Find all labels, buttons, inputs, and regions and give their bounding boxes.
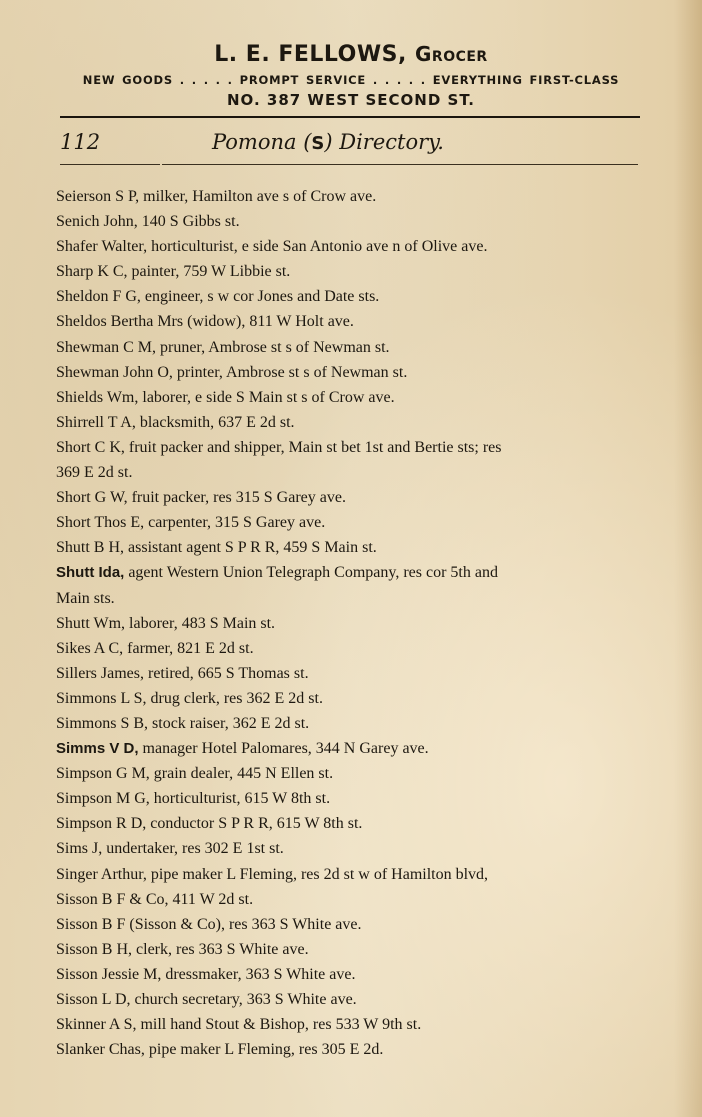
entry-text: Shewman John O, printer, Ambrose st s of Newman st. (56, 363, 408, 381)
entry-text: Shields Wm, laborer, e side S Main st s of Crow ave. (56, 388, 395, 406)
directory-entry (56, 259, 646, 284)
directory-entry (56, 560, 646, 610)
entry-text: Seierson S P, milker, Hamilton ave s of Crow ave. (56, 188, 377, 205)
directory-entry (56, 636, 646, 661)
directory-entry (56, 410, 646, 435)
directory-entry (56, 360, 646, 385)
page-number: 112 (60, 130, 101, 154)
entry-text: Simpson M G, horticulturist, 615 W 8th st. (56, 790, 331, 808)
directory-entry (56, 234, 646, 259)
directory-entries (56, 184, 646, 1062)
directory-entry (56, 937, 646, 962)
directory-title (212, 130, 444, 154)
directory-entry (56, 1012, 646, 1037)
advertiser-address: NO. 387 WEST SECOND ST. (227, 91, 475, 109)
directory-entry (56, 836, 646, 861)
entry-text: Sims J, undertaker, res 302 E 1st st. (56, 840, 284, 858)
directory-entry (56, 510, 646, 535)
directory-entry (56, 862, 646, 887)
entry-text: Sheldos Bertha Mrs (widow), 811 W Holt ave. (56, 313, 354, 331)
entry-text: Shutt B H, assistant agent S P R R, 459 S Main st. (56, 539, 377, 557)
entry-text: agent Western Union Telegraph Company, res cor 5th and (124, 564, 498, 582)
entry-text: Shutt Wm, laborer, 483 S Main st. (56, 614, 276, 632)
entry-text: Shirrell T A, blacksmith, 637 E 2d st. (56, 413, 295, 431)
directory-entry (56, 335, 646, 360)
entry-text: Short G W, fruit packer, res 315 S Garey ave. (56, 489, 346, 507)
entry-text: Sheldon F G, engineer, s w cor Jones and Date sts. (56, 288, 380, 306)
directory-entry (56, 284, 646, 309)
directory-entry (56, 887, 646, 912)
directory-entry (56, 1037, 646, 1062)
advertisement-header (0, 40, 702, 110)
entry-text: Singer Arthur, pipe maker L Fleming, res 2d st w of Hamilton blvd, (56, 865, 489, 883)
header-divider (60, 116, 640, 118)
running-head-divider-right (162, 164, 638, 165)
running-head (0, 128, 702, 158)
directory-entry (56, 711, 646, 736)
directory-entry (56, 485, 646, 510)
entry-text: Sisson Jessie M, dressmaker, 363 S White ave. (56, 965, 356, 983)
entry-text: Simpson G M, grain dealer, 445 N Ellen st. (56, 765, 334, 783)
advertiser-title (0, 40, 702, 69)
directory-entry (56, 184, 646, 209)
entry-text: Sikes A C, farmer, 821 E 2d st. (56, 639, 254, 657)
entry-text: Shafer Walter, horticulturist, e side San Antonio ave n of Olive ave. (56, 238, 488, 256)
entry-text: Senich John, 140 S Gibbs st. (56, 213, 240, 231)
entry-text: Simmons L S, drug clerk, res 362 E 2d st. (56, 689, 323, 707)
entry-continuation: Main sts. (56, 589, 115, 607)
entry-text: manager Hotel Palomares, 344 N Garey ave. (138, 740, 429, 758)
directory-entry (56, 761, 646, 786)
directory-entry (56, 661, 646, 686)
advertiser-trade: Grocer (415, 42, 488, 66)
directory-entry (56, 686, 646, 711)
directory-entry (56, 309, 646, 334)
directory-entry (56, 736, 646, 761)
entry-text: Shewman C M, pruner, Ambrose st s of Newman st. (56, 338, 390, 356)
entry-bold-name: Shutt Ida, (56, 564, 125, 582)
directory-entry (56, 209, 646, 234)
advertiser-slogan: NEW GOODS . . . . . PROMPT SERVICE . . . . . EVERYTHING FIRST-CLASS (82, 73, 620, 87)
entry-continuation: 369 E 2d st. (56, 464, 133, 482)
entry-text: Sisson B F (Sisson & Co), res 363 S White ave. (56, 915, 362, 933)
directory-entry (56, 611, 646, 636)
directory-entry (56, 385, 646, 410)
directory-title-post: ) Directory. (324, 130, 444, 154)
directory-entry (56, 912, 646, 937)
directory-entry (56, 962, 646, 987)
directory-letter: S (311, 133, 325, 154)
entry-text: Skinner A S, mill hand Stout & Bishop, res 533 W 9th st. (56, 1016, 422, 1034)
directory-entry (56, 811, 646, 836)
entry-text: Sisson B H, clerk, res 363 S White ave. (56, 940, 309, 958)
directory-title-pre: Pomona ( (212, 130, 312, 154)
entry-text: Short Thos E, carpenter, 315 S Garey ave. (56, 514, 326, 532)
directory-entry (56, 786, 646, 811)
entry-text: Simpson R D, conductor S P R R, 615 W 8th st. (56, 815, 363, 833)
running-head-divider-left (60, 164, 160, 165)
entry-text: Sisson L D, church secretary, 363 S White ave. (56, 991, 357, 1008)
directory-entry (56, 987, 646, 1012)
entry-bold-name: Simms V D, (56, 740, 139, 758)
directory-entry (56, 535, 646, 560)
entry-text: Sharp K C, painter, 759 W Libbie st. (56, 263, 291, 281)
entry-text: Short C K, fruit packer and shipper, Main st bet 1st and Bertie sts; res (56, 438, 502, 456)
directory-entry (56, 435, 646, 485)
entry-text: Simmons S B, stock raiser, 362 E 2d st. (56, 714, 310, 732)
advertiser-name: L. E. FELLOWS, (214, 42, 407, 67)
entry-text: Sisson B F & Co, 411 W 2d st. (56, 890, 254, 908)
entry-text: Slanker Chas, pipe maker L Fleming, res 305 E 2d. (56, 1041, 384, 1059)
entry-text: Sillers James, retired, 665 S Thomas st. (56, 664, 309, 682)
